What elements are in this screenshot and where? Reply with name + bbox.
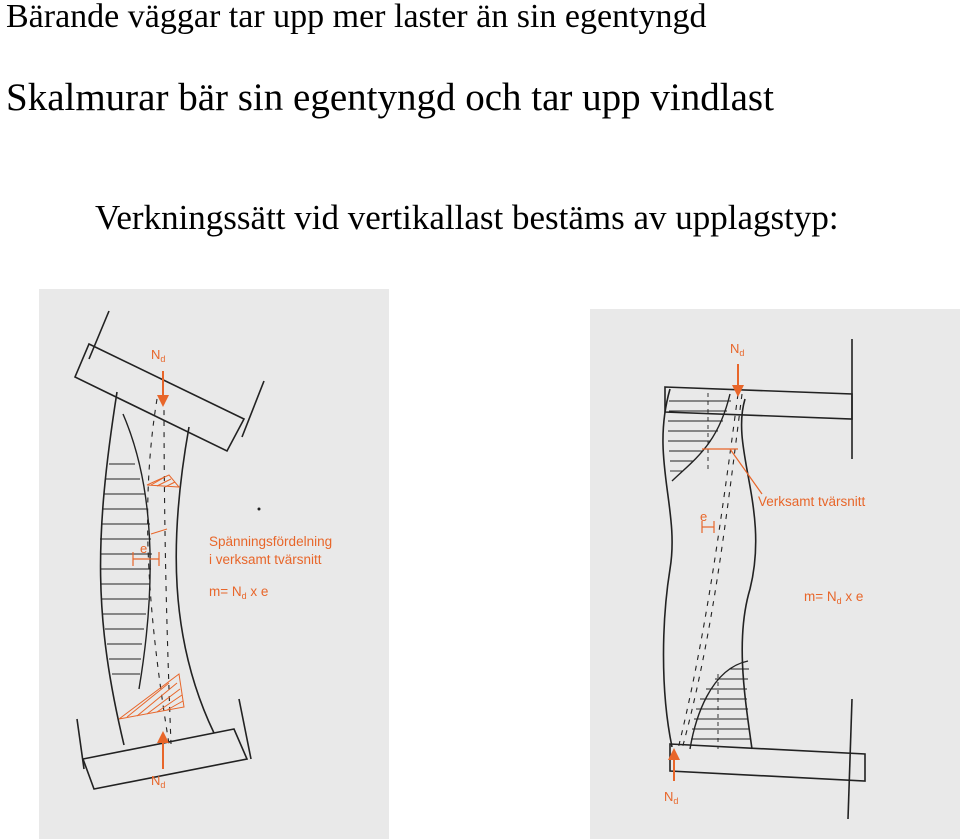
left-load-top-label: $N_d$ <box>151 347 166 364</box>
right-wall-diagram <box>590 309 960 839</box>
left-speck <box>258 508 261 511</box>
left-eccentricity-label: e <box>140 541 148 556</box>
heading-load-bearing-walls: Bärande väggar tar upp mer laster än sin egentyngd <box>6 0 707 35</box>
right-moment-formula: $m= N_d$ x e <box>804 589 864 606</box>
left-effective-section-label: i verksamt tvärsnitt <box>209 552 322 567</box>
right-wall-svg <box>590 309 960 839</box>
left-wall-svg <box>39 289 389 839</box>
right-eccentricity-label: e <box>700 509 708 524</box>
heading-vertical-load-action: Verkningssätt vid vertikallast bestäms av upplagstyp: <box>95 198 839 237</box>
right-load-bottom-label: $N_d$ <box>664 789 679 806</box>
left-stress-distribution-label: Spänningsfördelning <box>209 534 333 549</box>
right-load-top-label: $N_d$ <box>730 341 745 358</box>
left-moment-formula: $m= N_d$ x e <box>209 584 269 601</box>
left-wall-diagram <box>39 289 389 839</box>
heading-veneer-walls: Skalmurar bär sin egentyngd och tar upp vindlast <box>6 76 774 119</box>
right-effective-section-label: Verksamt tvärsnitt <box>758 494 866 509</box>
left-load-bottom-label: $N_d$ <box>151 773 166 790</box>
